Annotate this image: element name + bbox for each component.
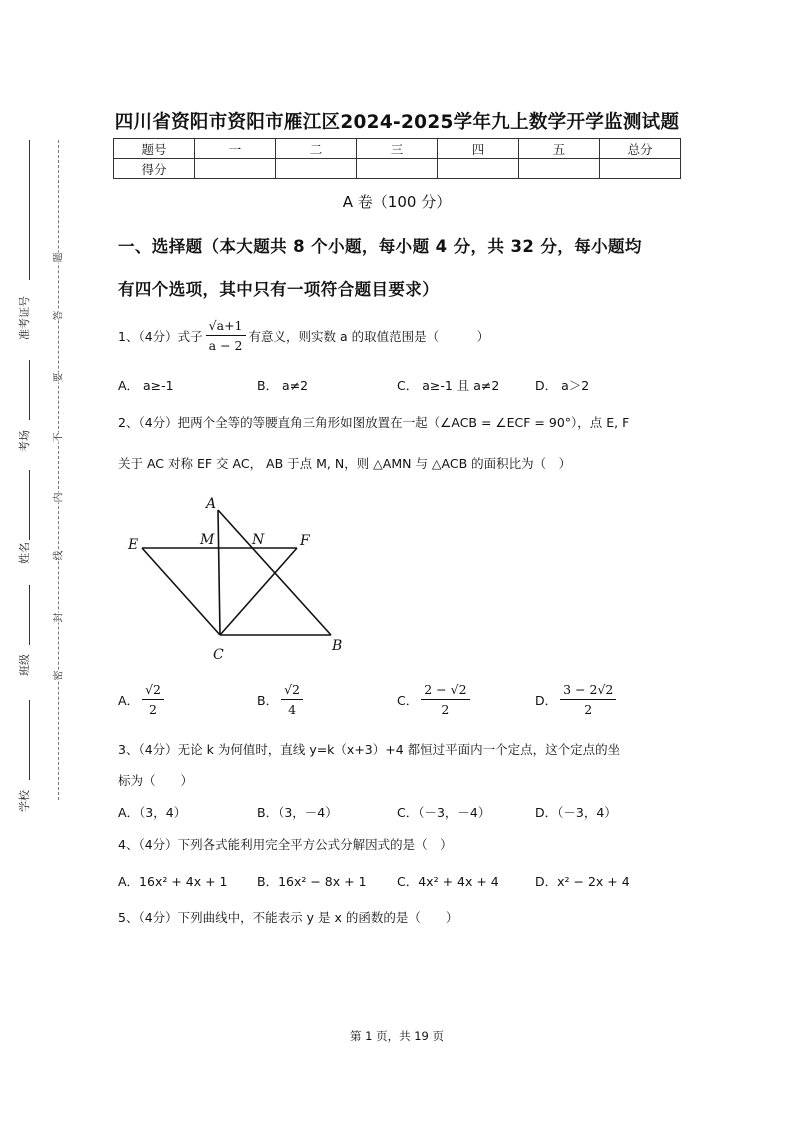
q2-option-c[interactable]: [397, 682, 473, 717]
q1-prefix: 1、（4分）式子: [118, 328, 203, 344]
label-f: F: [300, 533, 310, 549]
score-row-label: 得分: [114, 159, 195, 179]
label-a: A: [206, 496, 217, 512]
seal-char-4: 不: [50, 433, 65, 443]
q2-option-d-frac: [560, 682, 616, 717]
question-5-line1: 5、（4分）下列曲线中，不能表示 y 是 x 的函数的是（ ）: [118, 910, 459, 925]
q2-option-b-letter: B．: [257, 692, 279, 708]
q2-option-c-num: 2 − √2: [421, 682, 469, 700]
score-input-cell[interactable]: [195, 159, 276, 179]
name-line: [29, 470, 30, 540]
question-3-line2: 标为（ ）: [118, 773, 194, 788]
score-header-cell: 总分: [600, 139, 681, 159]
q4-option-d[interactable]: D．x² − 2x + 4: [535, 874, 630, 889]
q1-option-a[interactable]: A． a≥-1: [118, 378, 174, 393]
q2-figure: [120, 492, 360, 667]
name-label: 姓名: [18, 542, 31, 564]
q3-option-c[interactable]: C．（－3，－4）: [397, 805, 491, 820]
q1-frac-num: √a+1: [206, 318, 246, 336]
q4-option-c[interactable]: C．4x² + 4x + 4: [397, 874, 499, 889]
q1-option-b[interactable]: B． a≠2: [257, 378, 309, 393]
q2-option-d-letter: D．: [535, 692, 558, 708]
label-m: M: [200, 532, 215, 548]
score-input-cell[interactable]: [519, 159, 600, 179]
question-2-line2: 关于 AC 对称 EF 交 AC， AB 于点 M, N，则 △AMN 与 △ACB 的面积比为（ ）: [118, 456, 572, 471]
label-n: N: [252, 532, 265, 548]
q1-option-c[interactable]: C． a≥-1 且 a≠2: [397, 378, 500, 393]
q4-option-b[interactable]: B．16x² − 8x + 1: [257, 874, 367, 889]
seal-char-8: 密: [50, 671, 65, 681]
score-header-cell: 五: [519, 139, 600, 159]
room-line: [29, 360, 30, 420]
q2-option-d-den: 2: [584, 702, 593, 717]
score-table-score-row: [114, 159, 681, 179]
q3-option-b[interactable]: B．（3，－4）: [257, 805, 338, 820]
score-header-cell: 三: [357, 139, 438, 159]
school-line: [29, 700, 30, 780]
q2-option-b-frac: [281, 682, 303, 717]
q4-option-a[interactable]: A．16x² + 4x + 1: [118, 874, 228, 889]
seal-char-6: 线: [50, 551, 65, 561]
class-line: [29, 585, 30, 645]
q2-option-b-num: √2: [281, 682, 303, 700]
score-table-header-row: [114, 139, 681, 159]
score-input-cell[interactable]: [438, 159, 519, 179]
score-input-cell[interactable]: [276, 159, 357, 179]
q1-option-d[interactable]: D． a＞2: [535, 378, 590, 393]
score-header-cell: 四: [438, 139, 519, 159]
exam-id-label: 准考证号: [18, 296, 31, 340]
q2-option-a-num: √2: [142, 682, 164, 700]
seal-char-2: 答: [50, 311, 65, 321]
line-ac: [218, 510, 220, 635]
q2-option-c-letter: C．: [397, 692, 419, 708]
q1-suffix: 有意义，则实数 a 的取值范围是（ ）: [248, 328, 490, 344]
school-label: 学校: [18, 790, 31, 812]
seal-line: [58, 140, 59, 800]
label-e: E: [128, 537, 139, 553]
score-input-cell[interactable]: [600, 159, 681, 179]
section-heading-line1: 一、选择题（本大题共 8 个小题，每小题 4 分，共 32 分，每小题均: [118, 237, 642, 256]
question-2-line1: 2、（4分）把两个全等的等腰直角三角形如图放置在一起（∠ACB = ∠ECF = 90°），点 E, F: [118, 415, 630, 430]
q1-frac-den: a − 2: [208, 338, 243, 353]
label-b: B: [332, 638, 343, 654]
score-table: [113, 138, 681, 179]
line-ec: [142, 548, 220, 635]
section-heading-line2: 有四个选项，其中只有一项符合题目要求）: [118, 280, 440, 299]
q2-option-a-frac: [142, 682, 164, 717]
q2-option-c-den: 2: [441, 702, 450, 717]
page-title: 四川省资阳市资阳市雁江区2024-2025学年九上数学开学监测试题: [114, 112, 680, 133]
room-label: 考场: [18, 430, 31, 452]
question-1: [118, 318, 489, 353]
question-3-line1: 3、（4分）无论 k 为何值时，直线 y=k（x+3）+4 都恒过平面内一个定点，这个定点的坐: [118, 742, 621, 757]
seal-char-3: 要: [50, 373, 65, 383]
q2-option-a[interactable]: [118, 682, 167, 717]
class-label: 班级: [18, 654, 31, 676]
score-header-cell: 一: [195, 139, 276, 159]
q2-option-d[interactable]: [535, 682, 619, 717]
line-fc: [220, 548, 297, 635]
q3-option-a[interactable]: A．（3，4）: [118, 805, 187, 820]
score-header-cell: 二: [276, 139, 357, 159]
q2-option-a-letter: A．: [118, 692, 140, 708]
seal-char-5: 内: [50, 493, 65, 503]
page-footer: 第 1 页，共 19 页: [349, 1029, 445, 1043]
section-title: A 卷（100 分）: [342, 193, 452, 211]
q2-option-a-den: 2: [149, 702, 157, 717]
q2-option-b[interactable]: [257, 682, 306, 717]
question-4-line1: 4、（4分）下列各式能利用完全平方公式分解因式的是（ ）: [118, 837, 453, 852]
seal-char-1: 题: [50, 253, 65, 263]
score-header-cell: 题号: [114, 139, 195, 159]
q2-option-b-den: 4: [288, 702, 297, 717]
q1-fraction: [206, 318, 246, 353]
label-c: C: [213, 647, 224, 663]
q2-option-c-frac: [421, 682, 469, 717]
q3-option-d[interactable]: D．（－3，4）: [535, 805, 617, 820]
seal-char-7: 封: [50, 613, 65, 623]
q2-option-d-num: 3 − 2√2: [560, 682, 616, 700]
score-input-cell[interactable]: [357, 159, 438, 179]
